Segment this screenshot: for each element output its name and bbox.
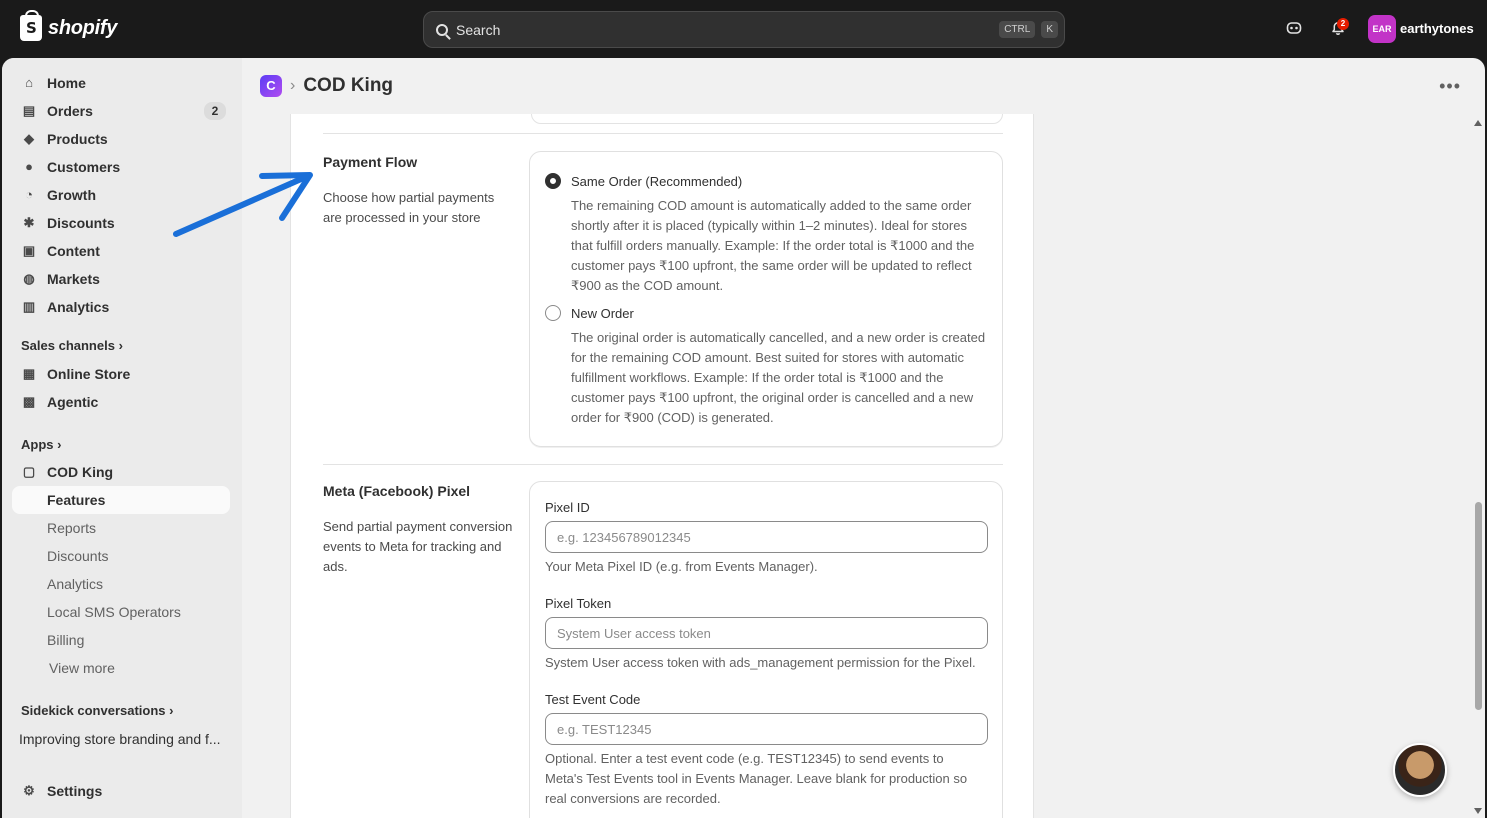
pixel-token-help: System User access token with ads_management permission for the Pixel.: [545, 655, 976, 670]
scrollbar[interactable]: [1471, 116, 1485, 818]
sidebar-item-label: Home: [47, 75, 86, 91]
scroll-down-arrow-icon[interactable]: [1474, 808, 1482, 814]
pixel-id-label: Pixel ID: [545, 500, 590, 515]
annotation-arrow-icon: [170, 164, 320, 244]
radio-same-order-help: The remaining COD amount is automatically added to the same order shortly after it is placed (typically within 1–2 minutes). Ideal for stores that fulfill orders manually. Example: If the order total is ₹1000 and the customer pays ₹100 upfront, the same order will be updated to reflect ₹900 as the COD amount.: [571, 198, 975, 293]
brand-name: shopify: [48, 16, 118, 39]
pixel-id-help: Your Meta Pixel ID (e.g. from Events Manager).: [545, 559, 818, 574]
agentic-icon: ▩: [22, 394, 36, 409]
radio-new-order-help: The original order is automatically cancelled, and a new order is created for the remaining COD amount. Best suited for stores with automatic fulfillment workflows. Example: If the order total is ₹1000 and the customer pays ₹100 upfront, the original order is cancelled and a new order for ₹900 (COD) is generated.: [571, 330, 986, 425]
pixel-token-label: Pixel Token: [545, 596, 612, 611]
sidebar-item-agentic[interactable]: [12, 388, 230, 416]
more-actions-icon[interactable]: •••: [1439, 76, 1461, 96]
chevron-right-icon: ›: [118, 338, 123, 353]
shopify-logo[interactable]: [20, 15, 117, 41]
cod-king-logo-icon[interactable]: C: [260, 75, 282, 97]
sidebar-item-label: Online Store: [47, 366, 131, 382]
cod-king-icon: ▢: [22, 464, 36, 479]
orders-count-badge: 2: [204, 102, 226, 120]
sidebar-subitem-local-sms-operators[interactable]: Local SMS Operators: [47, 604, 181, 620]
meta-pixel-title: Meta (Facebook) Pixel: [323, 483, 471, 499]
search-icon: [436, 24, 448, 36]
sidekick-heading-text: Sidekick conversations: [21, 703, 166, 718]
home-icon: ⌂: [25, 75, 33, 90]
radio-same-order[interactable]: [545, 173, 561, 189]
view-more-link[interactable]: View more: [49, 660, 115, 676]
image-icon: ▣: [22, 243, 36, 258]
sidebar-item-cod-king[interactable]: [12, 458, 230, 486]
sidebar-item-analytics[interactable]: [12, 293, 230, 321]
sidebar-item-label: COD King: [47, 464, 114, 480]
test-event-code-label: Test Event Code: [545, 692, 641, 707]
sidebar-subitem-billing[interactable]: Billing: [47, 632, 85, 648]
section-divider: [323, 133, 1003, 134]
inbox-icon: ▤: [22, 103, 36, 118]
sidebar-subitem-features[interactable]: Features: [12, 486, 230, 514]
notification-badge: 2: [1337, 18, 1349, 30]
store-name[interactable]: earthytones: [1400, 21, 1474, 36]
sidebar-item-label: Content: [47, 243, 100, 259]
chevron-right-icon: ›: [169, 703, 174, 718]
sidebar-subitem-discounts[interactable]: Discounts: [47, 548, 109, 564]
sales-channels-heading-text: Sales channels: [21, 338, 115, 353]
payment-flow-description: Choose how partial payments are processed in your store: [323, 190, 495, 225]
settings-content: [290, 114, 1034, 818]
sidebar-item-label: Products: [47, 131, 108, 147]
shortcut-ctrl: CTRL: [999, 21, 1035, 38]
apps-heading-text: Apps: [21, 437, 54, 452]
pixel-token-input[interactable]: [545, 617, 988, 649]
sidebar-item-label: Settings: [47, 783, 103, 799]
page-header: [260, 75, 393, 97]
radio-new-order-label[interactable]: New Order: [571, 306, 634, 321]
sidebar-subitem-reports[interactable]: Reports: [47, 520, 97, 536]
section-divider: [323, 464, 1003, 465]
pixel-id-input[interactable]: [545, 521, 988, 553]
sidebar-item-label: Customers: [47, 159, 121, 175]
chevron-right-icon: ›: [57, 437, 62, 452]
previous-card-edge: [531, 114, 1003, 124]
test-event-code-help: Optional. Enter a test event code (e.g. TEST12345) to send events to Meta's Test Events tool in Events Manager. Leave blank for production so real conversions are recorded.: [545, 751, 968, 806]
sidekick-conversations-heading[interactable]: [21, 703, 173, 718]
sidebar-item-home[interactable]: [12, 69, 230, 97]
sidebar-subitem-analytics[interactable]: Analytics: [47, 576, 104, 592]
breadcrumb-chevron-icon: ›: [290, 77, 296, 94]
bar-chart-icon: ▥: [22, 299, 36, 314]
radio-new-order[interactable]: [545, 305, 561, 321]
sidebar-item-settings[interactable]: [12, 777, 230, 805]
sidebar-item-label: Discounts: [47, 215, 115, 231]
gear-icon: ⚙: [23, 783, 35, 798]
sidebar-item-label: Orders: [47, 103, 93, 119]
store-avatar[interactable]: EAR: [1368, 15, 1396, 43]
shopify-bag-icon: [20, 15, 42, 41]
radio-same-order-label[interactable]: Same Order (Recommended): [571, 174, 743, 189]
shortcut-key: K: [1041, 21, 1058, 38]
sidekick-conversation-item[interactable]: Improving store branding and f...: [19, 731, 221, 747]
sidebar-item-label: Growth: [47, 187, 96, 203]
search-bar[interactable]: [423, 11, 1065, 48]
sidebar-item-online-store[interactable]: [12, 360, 230, 388]
scroll-thumb[interactable]: [1475, 502, 1482, 710]
scroll-up-arrow-icon[interactable]: [1474, 120, 1482, 126]
payment-flow-title: Payment Flow: [323, 154, 418, 170]
assistant-avatar[interactable]: [1393, 743, 1447, 797]
search-placeholder: Search: [456, 21, 501, 38]
tag-icon: ◆: [24, 131, 34, 146]
gauge-icon: ◔: [25, 187, 33, 202]
page-title: COD King: [303, 75, 394, 96]
sidebar-item-products[interactable]: [12, 125, 230, 153]
person-icon: ●: [25, 159, 33, 174]
globe-icon: ◍: [23, 271, 35, 286]
meta-pixel-description: Send partial payment conversion events to Meta for tracking and ads.: [323, 519, 513, 574]
discount-icon: ✱: [23, 215, 35, 230]
sidebar-item-markets[interactable]: [12, 265, 230, 293]
apps-heading[interactable]: [21, 437, 61, 452]
sidebar-item-label: Agentic: [47, 394, 99, 410]
sales-channels-heading[interactable]: [21, 338, 123, 353]
sidebar-item-orders[interactable]: [12, 97, 230, 125]
payment-flow-card: [529, 151, 1003, 447]
sidebar-item-label: Markets: [47, 271, 100, 287]
meta-pixel-card: [529, 481, 1003, 818]
store-icon: ▦: [22, 366, 36, 381]
sidebar-item-label: Analytics: [47, 299, 110, 315]
test-event-code-input[interactable]: [545, 713, 988, 745]
top-bar: [0, 0, 1487, 58]
sidekick-icon[interactable]: [1285, 20, 1303, 38]
